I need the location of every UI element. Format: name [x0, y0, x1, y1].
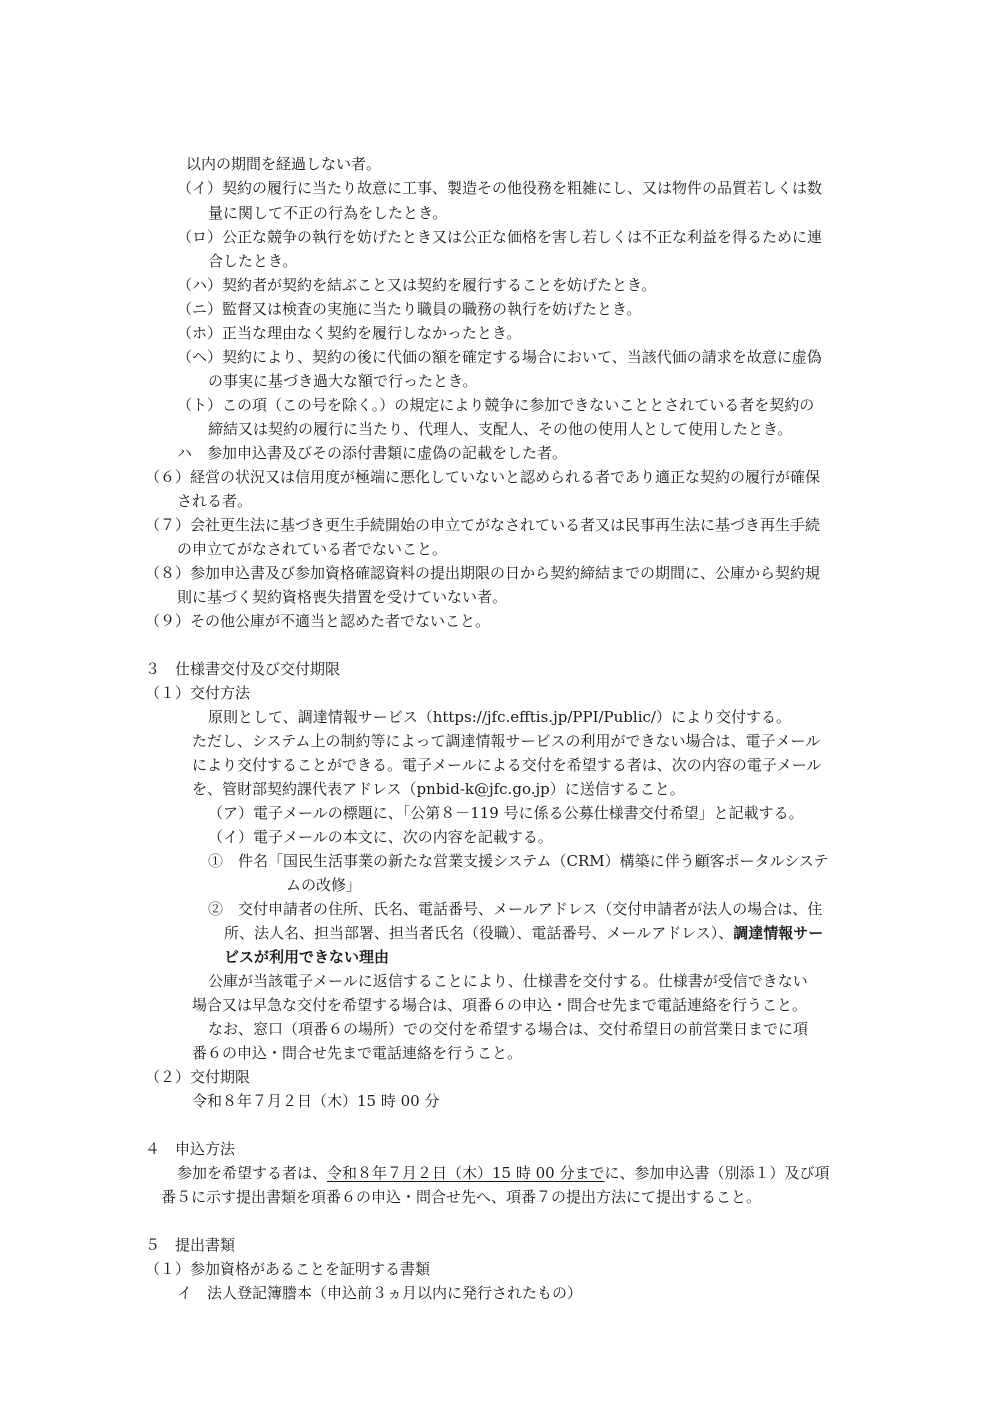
section-heading: ４ 申込方法 [145, 1140, 236, 1158]
text-line: （９）その他公庫が不適当と認めた者でないこと。 [145, 612, 491, 630]
text-line: ただし、システム上の制約等によって調達情報サービスの利用ができない場合は、電子メール [192, 732, 821, 750]
text-segment: に、参加申込書（別添１）及び項 [604, 1164, 830, 1182]
text-line: 以内の期間を経過しない者。 [186, 155, 382, 173]
text-line: 原則として、調達情報サービス（https://jfc.efftis.jp/PPI/Public/）により交付する。 [208, 708, 791, 726]
text-line: 則に基づく契約資格喪失措置を受けていない者。 [177, 588, 508, 606]
text-line: （イ）電子メールの本文に、次の内容を記載する。 [208, 828, 553, 846]
text-line: により交付することができる。電子メールによる交付を希望する者は、次の内容の電子メール [192, 756, 822, 774]
text-line: （ア）電子メールの標題に、「公第８－119 号に係る公募仕様書交付希望」と記載する。 [208, 804, 804, 822]
text-line: （ニ）監督又は検査の実施に当たり職員の職務の執行を妨げたとき。 [177, 300, 642, 318]
bold-text-line: ビスが利用できない理由 [224, 948, 390, 966]
underlined-deadline: 令和８年７月２日（木）15 時 00 分まで [327, 1164, 605, 1182]
text-line: 公庫が当該電子メールに返信することにより、仕様書を交付する。仕様書が受信できない [208, 972, 808, 990]
text-line: 合したとき。 [208, 252, 298, 270]
text-line: 締結又は契約の履行に当たり、代理人、支配人、その他の使用人として使用したとき。 [208, 420, 793, 438]
text-line: ② 交付申請者の住所、氏名、電話番号、メールアドレス（交付申請者が法人の場合は、住 [208, 900, 823, 918]
text-line: （ロ）公正な競争の執行を妨げたとき又は公正な価格を害し若しくは不正な利益を得るために連 [177, 228, 823, 246]
text-line: （８）参加申込書及び参加資格確認資料の提出期限の日から契約締結までの期間に、公庫から契約規 [145, 564, 821, 582]
section-heading: ５ 提出書類 [145, 1236, 236, 1254]
subsection-heading: （２）交付期限 [145, 1068, 251, 1086]
text-line: される者。 [177, 492, 253, 510]
text-line: （ホ）正当な理由なく契約を履行しなかったとき。 [177, 324, 522, 342]
text-line: ① 件名「国民生活事業の新たな営業支援システム（CRM）構築に伴う顧客ポータルシステ [208, 852, 829, 870]
text-segment: 参加を希望する者は、 [177, 1164, 328, 1182]
text-line: （ハ）契約者が契約を結ぶこと又は契約を履行することを妨げたとき。 [177, 276, 657, 294]
text-line: （７）会社更生法に基づき更生手続開始の申立てがなされている者又は民事再生法に基づき再生手続 [145, 516, 821, 534]
bold-text-segment: 調達情報サー [733, 924, 824, 942]
text-line [224, 921, 823, 945]
text-line: ハ 参加申込書及びその添付書類に虚偽の記載をした者。 [177, 444, 568, 462]
text-line: の事実に基づき過大な額で行ったとき。 [208, 372, 478, 390]
text-line: なお、窓口（項番６の場所）での交付を希望する場合は、交付希望日の前営業日までに項 [208, 1020, 809, 1038]
text-line [177, 1161, 830, 1185]
text-line: イ 法人登記簿謄本（申込前３ヵ月以内に発行されたもの） [177, 1284, 583, 1302]
text-line: 番６の申込・問合せ先まで電話連絡を行うこと。 [192, 1044, 523, 1062]
text-line: （ヘ）契約により、契約の後に代価の額を確定する場合において、当該代価の請求を故意に虚偽 [177, 348, 822, 366]
text-line: 量に関して不正の行為をしたとき。 [208, 204, 448, 222]
text-line: （ト）この項（この号を除く。）の規定により競争に参加できないこととされている者を契約の [177, 396, 815, 414]
text-line: 番５に示す提出書類を項番６の申込・問合せ先へ、項番７の提出方法にて提出すること。 [161, 1188, 762, 1206]
text-line: 令和８年７月２日（木）15 時 00 分 [192, 1092, 440, 1110]
text-line: ムの改修」 [286, 876, 362, 894]
section-heading: ３ 仕様書交付及び交付期限 [145, 660, 341, 678]
subsection-heading: （１）参加資格があることを証明する書類 [145, 1260, 431, 1278]
text-line: （６）経営の状況又は信用度が極端に悪化していないと認められる者であり適正な契約の履行が確保 [145, 468, 821, 486]
text-line: （イ）契約の履行に当たり故意に工事、製造その他役務を粗雑にし、又は物件の品質若しくは数 [177, 179, 823, 197]
subsection-heading: （１）交付方法 [145, 684, 251, 702]
text-line: の申立てがなされている者でないこと。 [177, 540, 448, 558]
text-line: を、管財部契約課代表アドレス（pnbid-k@jfc.go.jp）に送信すること。 [192, 780, 685, 798]
text-line: 場合又は早急な交付を希望する場合は、項番６の申込・問合せ先まで電話連絡を行うこと。 [192, 996, 808, 1014]
text-segment: 所、法人名、担当部署、担当者氏名（役職）、電話番号、メールアドレス）、 [224, 924, 734, 942]
